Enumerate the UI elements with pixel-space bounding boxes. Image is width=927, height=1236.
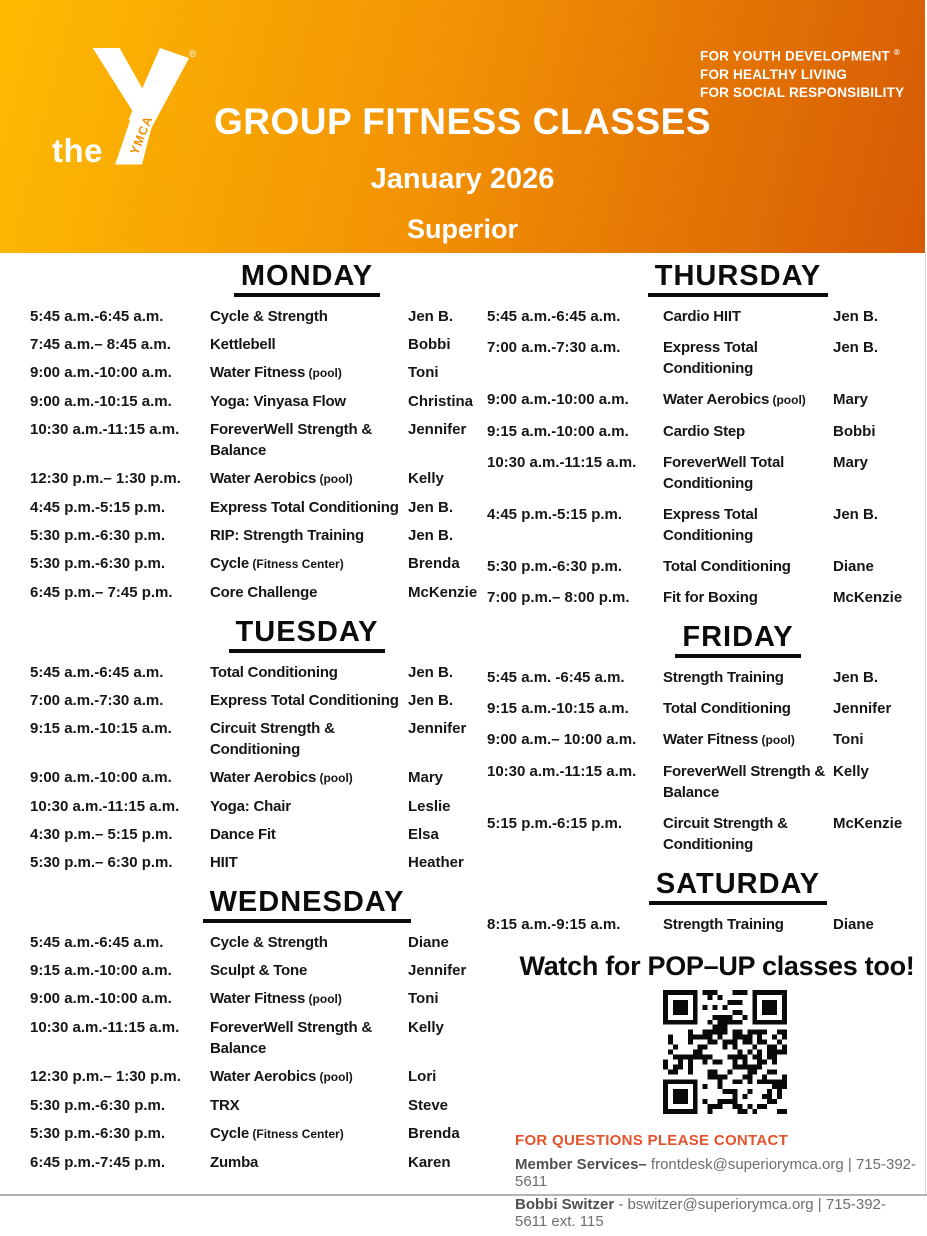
- day-heading: [30, 260, 478, 293]
- schedule-row: [30, 525, 478, 546]
- instructor-name: Jen B.: [833, 669, 879, 686]
- class-time: 5:45 a.m.-6:45 a.m.: [487, 308, 621, 325]
- schedule-row: [487, 504, 917, 546]
- class-location-note: (pool): [316, 771, 353, 785]
- branch-location: Superior: [406, 214, 519, 244]
- schedule-row: [487, 556, 917, 577]
- class-name-cell: [210, 391, 404, 412]
- class-time: 10:30 a.m.-11:15 a.m.: [487, 454, 637, 471]
- schedule-row: [30, 468, 478, 490]
- class-name: Water Aerobics: [210, 1068, 317, 1085]
- instructor-name: Diane: [833, 916, 874, 933]
- class-name-cell: [210, 852, 404, 873]
- class-name-cell: [663, 421, 829, 442]
- day-section-tuesday: [30, 616, 478, 873]
- contact-line-bobbi-switzer: [515, 1196, 917, 1230]
- class-name: Dance Fit: [210, 826, 276, 843]
- class-name-cell: [210, 1123, 404, 1145]
- instructor-name: McKenzie: [833, 815, 903, 832]
- class-name: Circuit Strength & Conditioning: [663, 815, 788, 853]
- right-column-days: [487, 260, 917, 935]
- class-time: 9:15 a.m.-10:00 a.m.: [30, 962, 172, 979]
- logo-registered-mark: ®: [189, 48, 197, 60]
- class-location-note: (pool): [305, 366, 342, 380]
- class-name-cell: [210, 468, 404, 490]
- class-name: Fit for Boxing: [663, 589, 758, 606]
- schedule-row: [30, 1123, 478, 1145]
- schedule-row: [30, 1017, 478, 1059]
- class-time: 6:45 p.m.– 7:45 p.m.: [30, 584, 173, 601]
- class-time: 5:30 p.m.-6:30 p.m.: [30, 527, 166, 544]
- day-section-saturday: [487, 868, 917, 935]
- day-heading: [30, 886, 478, 919]
- logo-ymca-vertical-text: YMCA: [127, 113, 156, 157]
- schedule-row: [30, 824, 478, 845]
- class-name: Water Aerobics: [210, 769, 317, 786]
- class-location-note: (pool): [316, 472, 353, 486]
- class-name-cell: [210, 497, 404, 518]
- contact-line-member-services: [515, 1156, 917, 1190]
- schedule-row: [30, 1066, 478, 1088]
- class-name-cell: [210, 824, 404, 845]
- schedule-row: [30, 796, 478, 817]
- instructor-name: Toni: [833, 731, 864, 748]
- class-name: Cycle: [210, 1125, 250, 1142]
- instructor-name: Jennifer: [408, 720, 467, 737]
- day-section-friday: [487, 621, 917, 855]
- class-name: Cardio Step: [663, 423, 745, 440]
- contact-details: - bswitzer@superiorymca.org | 715-392-5611 ext. 115: [515, 1196, 886, 1230]
- schedule-row: [487, 389, 917, 411]
- class-location-note: (pool): [769, 393, 806, 407]
- class-location-note: (Fitness Center): [249, 557, 344, 571]
- class-name: Express Total Conditioning: [663, 506, 758, 544]
- class-time: 5:45 a.m.-6:45 a.m.: [30, 934, 164, 951]
- registered-mark: ®: [893, 48, 901, 57]
- schedule-row: [30, 391, 478, 412]
- instructor-name: Jen B.: [833, 308, 879, 325]
- class-name: Express Total Conditioning: [210, 499, 399, 516]
- class-time: 6:45 p.m.-7:45 p.m.: [30, 1154, 166, 1171]
- class-name-cell: [210, 362, 404, 384]
- class-time: 9:00 a.m.-10:00 a.m.: [30, 364, 172, 381]
- schedule-row: [487, 698, 917, 719]
- class-name: Yoga: Vinyasa Flow: [210, 393, 346, 410]
- class-time: 7:00 a.m.-7:30 a.m.: [30, 692, 164, 709]
- class-name-cell: [210, 553, 404, 575]
- class-name: Express Total Conditioning: [210, 692, 399, 709]
- day-heading: [487, 621, 917, 654]
- class-name-cell: [663, 452, 829, 494]
- class-name-cell: [210, 1066, 404, 1088]
- schedule-row: [30, 419, 478, 461]
- schedule-row: [30, 932, 478, 953]
- schedule-row: [30, 334, 478, 355]
- instructor-name: Jen B.: [408, 692, 454, 709]
- instructor-name: Kelly: [833, 763, 869, 780]
- day-heading-text: TUESDAY: [229, 616, 386, 653]
- class-time: 7:45 a.m.– 8:45 a.m.: [30, 336, 171, 353]
- instructor-name: McKenzie: [833, 589, 903, 606]
- class-name: Cycle: [210, 555, 250, 572]
- class-time: 4:45 p.m.-5:15 p.m.: [487, 506, 623, 523]
- instructor-name: Kelly: [408, 1019, 444, 1036]
- schedule-row: [30, 306, 478, 327]
- class-name: ForeverWell Strength & Balance: [210, 1019, 373, 1057]
- class-name: Cycle & Strength: [210, 934, 328, 951]
- schedule-row: [487, 914, 917, 935]
- class-name-cell: [210, 988, 404, 1010]
- class-time: 9:00 a.m.– 10:00 a.m.: [487, 731, 637, 748]
- class-time: 10:30 a.m.-11:15 a.m.: [487, 763, 637, 780]
- class-name: Yoga: Chair: [210, 798, 291, 815]
- class-name-cell: [210, 1017, 404, 1059]
- page-right-rule: [925, 253, 926, 1194]
- instructor-name: Jen B.: [408, 664, 454, 681]
- class-name-cell: [210, 767, 404, 789]
- day-heading-text: MONDAY: [234, 260, 380, 297]
- class-name: Circuit Strength & Conditioning: [210, 720, 335, 758]
- class-name-cell: [663, 761, 829, 803]
- class-time: 9:15 a.m.-10:15 a.m.: [30, 720, 172, 737]
- schedule-row: [30, 852, 478, 873]
- instructor-name: Mary: [833, 391, 869, 408]
- instructor-name: Kelly: [408, 470, 444, 487]
- schedule-row: [487, 729, 917, 751]
- class-location-note: (pool): [758, 733, 795, 747]
- class-name-cell: [663, 587, 829, 608]
- schedule-row: [30, 718, 478, 760]
- day-heading-text: WEDNESDAY: [203, 886, 412, 923]
- class-name: Total Conditioning: [210, 664, 338, 681]
- instructor-name: Leslie: [408, 798, 451, 815]
- instructor-name: Mary: [408, 769, 444, 786]
- class-name: Strength Training: [663, 916, 784, 933]
- class-name-cell: [210, 662, 404, 683]
- brand-taglines: [700, 44, 904, 102]
- class-time: 10:30 a.m.-11:15 a.m.: [30, 1019, 180, 1036]
- class-time: 12:30 p.m.– 1:30 p.m.: [30, 470, 181, 487]
- schedule-row: [30, 767, 478, 789]
- class-name-cell: [663, 337, 829, 379]
- instructor-name: Diane: [833, 558, 874, 575]
- schedule-row: [487, 337, 917, 379]
- schedule-row: [487, 421, 917, 442]
- contact-details: frontdesk@superiorymca.org | 715-392-5611: [515, 1156, 916, 1190]
- header-banner: [0, 0, 925, 253]
- schedule-month: January 2026: [370, 163, 555, 195]
- schedule-row: [30, 960, 478, 981]
- class-location-note: (pool): [316, 1070, 353, 1084]
- logo-the-text: the: [52, 132, 103, 169]
- schedule-row: [487, 587, 917, 608]
- class-time: 7:00 a.m.-7:30 a.m.: [487, 339, 621, 356]
- class-time: 10:30 a.m.-11:15 a.m.: [30, 421, 180, 438]
- contact-name: Bobbi Switzer: [515, 1196, 615, 1213]
- class-name-cell: [210, 796, 404, 817]
- class-name: Express Total Conditioning: [663, 339, 758, 377]
- instructor-name: Toni: [408, 364, 439, 381]
- class-name: Water Aerobics: [210, 470, 317, 487]
- day-heading-text: FRIDAY: [675, 621, 800, 658]
- class-name: ForeverWell Strength & Balance: [210, 421, 373, 459]
- class-name-cell: [210, 690, 404, 711]
- class-time: 5:45 a.m. -6:45 a.m.: [487, 669, 625, 686]
- class-name: Kettlebell: [210, 336, 276, 353]
- class-time: 5:15 p.m.-6:15 p.m.: [487, 815, 623, 832]
- class-name: ForeverWell Strength & Balance: [663, 763, 826, 801]
- class-time: 9:00 a.m.-10:00 a.m.: [30, 769, 172, 786]
- class-name: Strength Training: [663, 669, 784, 686]
- class-time: 5:30 p.m.-6:30 p.m.: [487, 558, 623, 575]
- day-heading: [30, 616, 478, 649]
- class-name: TRX: [210, 1097, 240, 1114]
- instructor-name: Brenda: [408, 1125, 460, 1142]
- class-time: 8:15 a.m.-9:15 a.m.: [487, 916, 621, 933]
- day-section-monday: [30, 260, 478, 603]
- class-name-cell: [210, 306, 404, 327]
- class-name: Water Aerobics: [663, 391, 770, 408]
- instructor-name: Jen B.: [833, 506, 879, 523]
- page-title: GROUP FITNESS CLASSES: [213, 101, 712, 142]
- class-name: Cycle & Strength: [210, 308, 328, 325]
- class-location-note: (pool): [305, 992, 342, 1006]
- schedule-row: [30, 582, 478, 603]
- instructor-name: Jennifer: [833, 700, 892, 717]
- class-name-cell: [663, 556, 829, 577]
- class-name: Water Fitness: [210, 990, 306, 1007]
- contact-block: [515, 1132, 917, 1230]
- class-name-cell: [210, 1152, 404, 1173]
- class-time: 5:45 a.m.-6:45 a.m.: [30, 308, 164, 325]
- class-name-cell: [663, 389, 829, 411]
- class-time: 7:00 p.m.– 8:00 p.m.: [487, 589, 630, 606]
- instructor-name: Brenda: [408, 555, 460, 572]
- schedule-row: [487, 306, 917, 327]
- day-section-thursday: [487, 260, 917, 608]
- schedule-row: [30, 988, 478, 1010]
- class-name: Total Conditioning: [663, 700, 791, 717]
- class-name-cell: [210, 932, 404, 953]
- class-name: Zumba: [210, 1154, 259, 1171]
- schedule-left-column: [30, 253, 478, 1180]
- instructor-name: McKenzie: [408, 584, 478, 601]
- instructor-name: Christina: [408, 393, 474, 410]
- contact-heading: FOR QUESTIONS PLEASE CONTACT: [515, 1132, 789, 1149]
- schedule-row: [487, 761, 917, 803]
- class-name-cell: [210, 582, 404, 603]
- schedule-row: [30, 662, 478, 683]
- schedule-row: [487, 667, 917, 688]
- class-name-cell: [210, 525, 404, 546]
- instructor-name: Toni: [408, 990, 439, 1007]
- schedule-row: [487, 813, 917, 855]
- class-time: 9:00 a.m.-10:00 a.m.: [30, 990, 172, 1007]
- schedule-row: [30, 553, 478, 575]
- schedule-row: [487, 452, 917, 494]
- class-name-cell: [210, 334, 404, 355]
- instructor-name: Heather: [408, 854, 464, 871]
- class-name: Water Fitness: [663, 731, 759, 748]
- instructor-name: Bobbi: [833, 423, 876, 440]
- schedule-row: [30, 690, 478, 711]
- class-time: 12:30 p.m.– 1:30 p.m.: [30, 1068, 181, 1085]
- class-time: 4:45 p.m.-5:15 p.m.: [30, 499, 166, 516]
- class-time: 5:30 p.m.-6:30 p.m.: [30, 1125, 166, 1142]
- day-heading-text: SATURDAY: [649, 868, 827, 905]
- schedule-row: [30, 1152, 478, 1173]
- contact-name: Member Services–: [515, 1156, 647, 1173]
- instructor-name: Jennifer: [408, 421, 467, 438]
- schedule-row: [30, 1095, 478, 1116]
- schedule-row: [30, 362, 478, 384]
- class-name-cell: [663, 504, 829, 546]
- tagline-healthy: FOR HEALTHY LIVING: [700, 66, 848, 82]
- class-name-cell: [663, 729, 829, 751]
- class-name-cell: [663, 667, 829, 688]
- class-name: Sculpt & Tone: [210, 962, 308, 979]
- class-time: 5:30 p.m.-6:30 p.m.: [30, 555, 166, 572]
- class-time: 5:30 p.m.– 6:30 p.m.: [30, 854, 173, 871]
- class-name: HIIT: [210, 854, 238, 871]
- schedule-right-column: [487, 253, 917, 1236]
- tagline-social: FOR SOCIAL RESPONSIBILITY: [700, 84, 905, 100]
- class-name: Core Challenge: [210, 584, 318, 601]
- class-name-cell: [210, 718, 404, 760]
- class-time: 4:30 p.m.– 5:15 p.m.: [30, 826, 173, 843]
- class-name-cell: [210, 1095, 404, 1116]
- page-bottom-rule: [0, 1194, 927, 1196]
- instructor-name: Elsa: [408, 826, 439, 843]
- day-heading-text: THURSDAY: [648, 260, 828, 297]
- class-time: 9:15 a.m.-10:00 a.m.: [487, 423, 629, 440]
- instructor-name: Jen B.: [408, 499, 454, 516]
- instructor-name: Jennifer: [408, 962, 467, 979]
- class-name-cell: [210, 419, 404, 461]
- class-name: Water Fitness: [210, 364, 306, 381]
- class-name: ForeverWell Total Conditioning: [663, 454, 785, 492]
- instructor-name: Jen B.: [833, 339, 879, 356]
- schedule-row: [30, 497, 478, 518]
- class-location-note: (Fitness Center): [249, 1127, 344, 1141]
- class-name: Total Conditioning: [663, 558, 791, 575]
- instructor-name: Diane: [408, 934, 449, 951]
- instructor-name: Mary: [833, 454, 869, 471]
- class-name-cell: [663, 914, 829, 935]
- instructor-name: Jen B.: [408, 308, 454, 325]
- popup-classes-banner: Watch for POP–UP classes too!: [519, 951, 915, 981]
- class-name-cell: [663, 698, 829, 719]
- day-heading: [487, 868, 917, 901]
- class-time: 5:30 p.m.-6:30 p.m.: [30, 1097, 166, 1114]
- instructor-name: Steve: [408, 1097, 449, 1114]
- class-name-cell: [663, 813, 829, 855]
- qr-code: [663, 990, 787, 1114]
- class-time: 5:45 a.m.-6:45 a.m.: [30, 664, 164, 681]
- class-name-cell: [663, 306, 829, 327]
- class-time: 9:00 a.m.-10:00 a.m.: [487, 391, 629, 408]
- instructor-name: Jen B.: [408, 527, 454, 544]
- class-name: Cardio HIIT: [663, 308, 741, 325]
- day-heading: [487, 260, 917, 293]
- class-time: 9:15 a.m.-10:15 a.m.: [487, 700, 629, 717]
- class-time: 10:30 a.m.-11:15 a.m.: [30, 798, 180, 815]
- day-section-wednesday: [30, 886, 478, 1173]
- tagline-youth: FOR YOUTH DEVELOPMENT ®: [700, 48, 901, 64]
- class-name-cell: [210, 960, 404, 981]
- instructor-name: Bobbi: [408, 336, 451, 353]
- instructor-name: Lori: [408, 1068, 437, 1085]
- class-time: 9:00 a.m.-10:15 a.m.: [30, 393, 172, 410]
- class-name: RIP: Strength Training: [210, 527, 364, 544]
- instructor-name: Karen: [408, 1154, 451, 1171]
